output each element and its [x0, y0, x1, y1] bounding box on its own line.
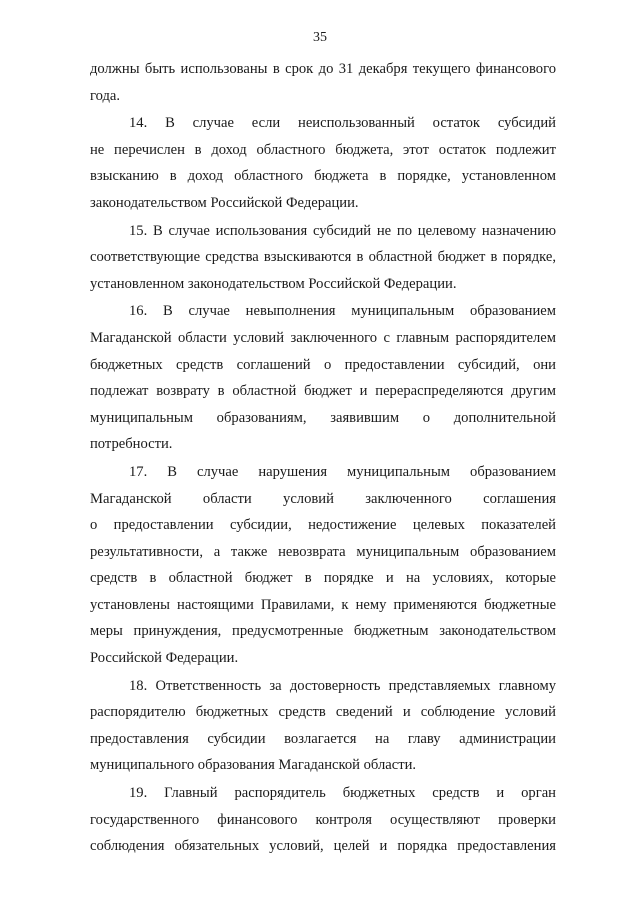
text-line: 17. В случае нарушения муниципальным образованием: [129, 463, 556, 480]
text-line: установлены настоящими Правилами, к нему применяются бюджетные: [90, 596, 556, 613]
text-line: о предоставлении субсидии, недостижение целевых показателей: [90, 517, 556, 534]
text-line: 15. В случае использования субсидий не по целевому назначению: [129, 222, 556, 239]
text-line: Магаданской области условий заключенного с главным распорядителем: [90, 329, 556, 346]
paragraph-17: [90, 459, 556, 672]
text-line: 16. В случае невыполнения муниципальным образованием: [129, 303, 556, 320]
text-line: государственного финансового контроля осуществляют проверки: [90, 811, 556, 828]
paragraph-16: [90, 298, 556, 458]
text-line: года.: [90, 87, 121, 104]
text-line: меры принуждения, предусмотренные бюджетным законодательством: [90, 623, 556, 640]
document-body: [90, 56, 556, 861]
paragraph-continuation: [90, 56, 556, 109]
text-line: результативности, а также невозврата муниципальным образованием: [90, 543, 556, 560]
text-line: Российской Федерации.: [90, 650, 239, 667]
text-line: 18. Ответственность за достоверность представляемых главному: [129, 677, 556, 694]
text-line: должны быть использованы в срок до 31 декабря текущего финансового: [90, 61, 556, 77]
text-line: не перечислен в доход областного бюджета, этот остаток подлежит: [90, 141, 556, 158]
text-line: бюджетных средств соглашений о предоставлении субсидий, они: [90, 356, 556, 373]
page-number: 35: [313, 30, 327, 45]
text-line: взысканию в доход областного бюджета в порядке, установленном: [90, 168, 556, 185]
text-line: распорядителю бюджетных средств сведений и соблюдение условий: [90, 704, 556, 721]
paragraph-15: [90, 218, 556, 298]
text-line: установленном законодательством Российской Федерации.: [90, 275, 457, 292]
text-line: Магаданской области условий заключенного соглашения: [90, 490, 556, 507]
text-line: 19. Главный распорядитель бюджетных средств и орган: [129, 785, 556, 802]
text-line: муниципального образования Магаданской области.: [90, 757, 417, 774]
text-line: соблюдения обязательных условий, целей и порядка предоставления: [90, 838, 556, 855]
paragraph-14: [90, 110, 556, 216]
text-line: средств в областной бюджет в порядке и на условиях, которые: [90, 570, 556, 587]
text-line: соответствующие средства взыскиваются в областной бюджет в порядке,: [90, 249, 556, 266]
text-line: потребности.: [90, 436, 173, 453]
text-line: предоставления субсидии возлагается на главу администрации: [90, 730, 556, 747]
text-line: подлежат возврату в областной бюджет и перераспределяются другим: [90, 383, 556, 400]
text-line: муниципальным образованиям, заявившим о дополнительной: [90, 409, 556, 426]
text-line: законодательством Российской Федерации.: [90, 194, 359, 211]
paragraph-18: [90, 673, 556, 779]
paragraph-19: [90, 780, 556, 860]
text-line: 14. В случае если неиспользованный остаток субсидий: [129, 115, 556, 132]
